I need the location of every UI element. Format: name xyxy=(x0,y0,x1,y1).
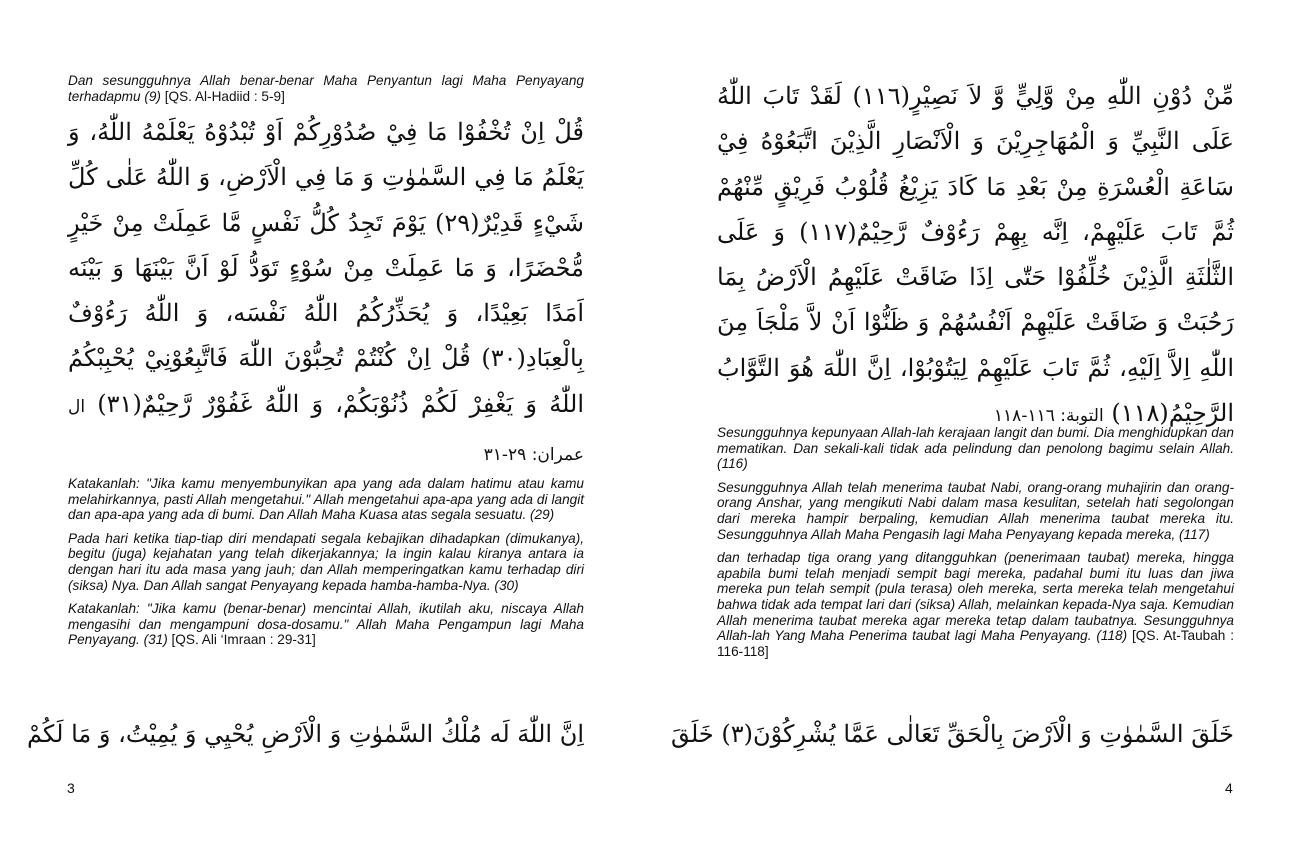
translation-text: dan terhadap tiga orang yang ditangguhkan (penerimaan taubat) mereka, hingga apabila bumi telah menjadi sempit bagi mereka, padahal bumi itu luas dan jiwa mereka pun telah sempit (pula terasa) oleh mereka, serta mereka telah mengetahui bahwa tidak ada tempat lari dari (siksa) Allah, melainkan kepada-Nya saja. Kemudian Allah menerima taubat mereka agar mereka tetap dalam taubatnya. Sesungguhnya Allah-lah Yang Maha Penerima taubat lagi Maha Penyayang. (118) xyxy=(717,550,1234,644)
translation-verse-29 xyxy=(68,476,584,523)
intro-reference: [QS. Al-Hadiid : 5-9] xyxy=(160,88,285,104)
arabic-surah-reference: التوبة: ١١٦-١١٨ xyxy=(993,406,1104,427)
arabic-verses-block xyxy=(68,110,584,478)
arabic-verses-block xyxy=(717,74,1234,439)
page-number: 3 xyxy=(67,780,75,796)
translation-verse-117 xyxy=(717,480,1234,542)
translation-text: Katakanlah: "Jika kamu (benar-benar) mencintai Allah, ikutilah aku, niscaya Allah mengasihi dan mengampuni dosa-dosamu." Allah Maha Pengampun lagi Maha Penyayang. (31) xyxy=(68,601,584,648)
translation-verse-30 xyxy=(68,531,584,593)
translation-text: Pada hari ketika tiap-tiap diri mendapati segala kebajikan dihadapkan (dimukanya), begitu (juga) kejahatan yang telah dikerjakannya; Ia ingin kalau kiranya antara ia dengan hari itu ada masa yang jauh; dan Allah memperingatkan kamu terhadap diri (siksa) Nya. Dan Allah sangat Penyayang kepada hamba-hamba-Nya. (30) xyxy=(68,530,584,593)
arabic-verses-text: مِّنْ دُوْنِ اللّٰهِ مِنْ وَّلِيٍّ وَّ لاَ نَصِيْرٍ(١١٦) لَقَدْ تَابَ اللّٰهُ عَلَى النَّبِيِّ وَ الْمُهَاجِرِيْنَ وَ الْاَنْصَارِ الَّذِيْنَ اتَّبَعُوْهُ فِيْ سَاعَةِ الْعُسْرَةِ مِنْ بَعْدِ مَا كَادَ يَزِيْغُ قُلُوْبُ فَرِيْقٍ مِّنْهُمْ ثُمَّ تَابَ عَلَيْهِمْ، اِنَّه بِهِمْ رَءُوْفٌ رَّحِيْمٌ(١١٧) وَ عَلَى الثَّلٰثَةِ الَّذِيْنَ خُلِّفُوْا حَتّٰى اِذَا ضَاقَتْ عَلَيْهِمُ الْاَرْضُ بِمَا رَحُبَتْ وَ ضَاقَتْ عَلَيْهِمْ اَنْفُسُهُمْ وَ ظَنُّوْا اَنْ لاَّ مَلْجَاَ مِنَ اللّٰهِ اِلاَّ اِلَيْهِ، ثُمَّ تَابَ عَلَيْهِمْ لِيَتُوْبُوْا، اِنَّ اللّٰهَ هُوَ التَّوَّابُ الرَّحِيْمُ(١١٨) xyxy=(717,82,1235,428)
translation-reference: [QS. At-Taubah : 116-118] xyxy=(717,628,1234,659)
intro-text: Dan sesungguhnya Allah benar-benar Maha Penyantun lagi Maha Penyayang terhadapmu (9) xyxy=(68,73,584,104)
page-number: 4 xyxy=(1225,780,1233,796)
translation-text: Katakanlah: "Jika kamu menyembunyikan apa yang ada dalam hatimu atau kamu melahirkannya, pasti Allah mengetahui." Allah mengetahui apa-apa yang ada di langit dan apa-apa yang ada di bumi. Dan Allah Maha Kuasa atas segala sesuatu. (29) xyxy=(68,476,584,523)
arabic-surah-reference: ال عمران: ٢٩-٣١ xyxy=(68,396,584,466)
translation-verse-118 xyxy=(717,550,1234,659)
translation-reference: [QS. Ali ‘Imraan : 29-31] xyxy=(167,632,316,648)
right-page xyxy=(650,0,1300,850)
translation-verse-116 xyxy=(717,425,1234,472)
arabic-continuation-line: خَلَقَ السَّمٰوٰتِ وَ الْاَرْضَ بِالْحَقِّ تَعَالٰى عَمَّا يُشْرِكُوْنَ(٣) خَلَقَ xyxy=(670,720,1234,748)
arabic-continuation-line: اِنَّ اللّٰهَ لَه مُلْكُ السَّمٰوٰتِ وَ الْاَرْضِ يُحْيِي وَ يُمِيْتُ، وَ مَا لَكُمْ xyxy=(26,720,584,748)
translation-text: Sesungguhnya Allah telah menerima taubat Nabi, orang-orang muhajirin dan orang-orang Anshar, yang mengikuti Nabi dalam masa kesulitan, setelah hati segolongan dari mereka hampir berpaling, kemudian Allah menerima taubat mereka itu. Sesungguhnya Allah Maha Pengasih lagi Maha Penyayang kepada mereka, (117) xyxy=(717,479,1234,542)
translation-text: Sesungguhnya kepunyaan Allah-lah kerajaan langit dan bumi. Dia menghidupkan dan mematikan. Dan sekali-kali tidak ada pelindung dan penolong bagimu selain Allah. (116) xyxy=(717,425,1234,472)
intro-translation xyxy=(68,73,584,104)
translation-list xyxy=(717,425,1234,667)
arabic-verses-text: قُلْ اِنْ تُخْفُوْا مَا فِيْ صُدُوْرِكُمْ اَوْ تُبْدُوْهُ يَعْلَمْهُ اللّٰهُ، وَ يَعْلَمُ مَا فِي السَّمٰوٰتِ وَ مَا فِي الْاَرْضِ، وَ اللّٰهُ عَلٰى كُلِّ شَيْءٍ قَدِيْرٌ(٢٩) يَوْمَ تَجِدُ كُلُّ نَفْسٍ مَّا عَمِلَتْ مِنْ خَيْرٍ مُّحْضَرًا، وَ مَا عَمِلَتْ مِنْ سُوْءٍ تَوَدُّ لَوْ اَنَّ بَيْنَهَا وَ بَيْنَه اَمَدًا بَعِيْدًا، وَ يُحَذِّرُكُمُ اللّٰهُ نَفْسَه، وَ اللّٰهُ رَءُوْفٌ بِالْعِبَادِ(٣٠) قُلْ اِنْ كُنْتُمْ تُحِبُّوْنَ اللّٰهَ فَاتَّبِعُوْنِيْ يُحْبِبْكُمُ اللّٰهُ وَ يَغْفِرْ لَكُمْ ذُنُوْبَكُمْ، وَ اللّٰهُ غَفُوْرٌ رَّحِيْمٌ(٣١) xyxy=(68,118,585,418)
translation-verse-31 xyxy=(68,601,584,648)
translation-list xyxy=(68,476,584,656)
